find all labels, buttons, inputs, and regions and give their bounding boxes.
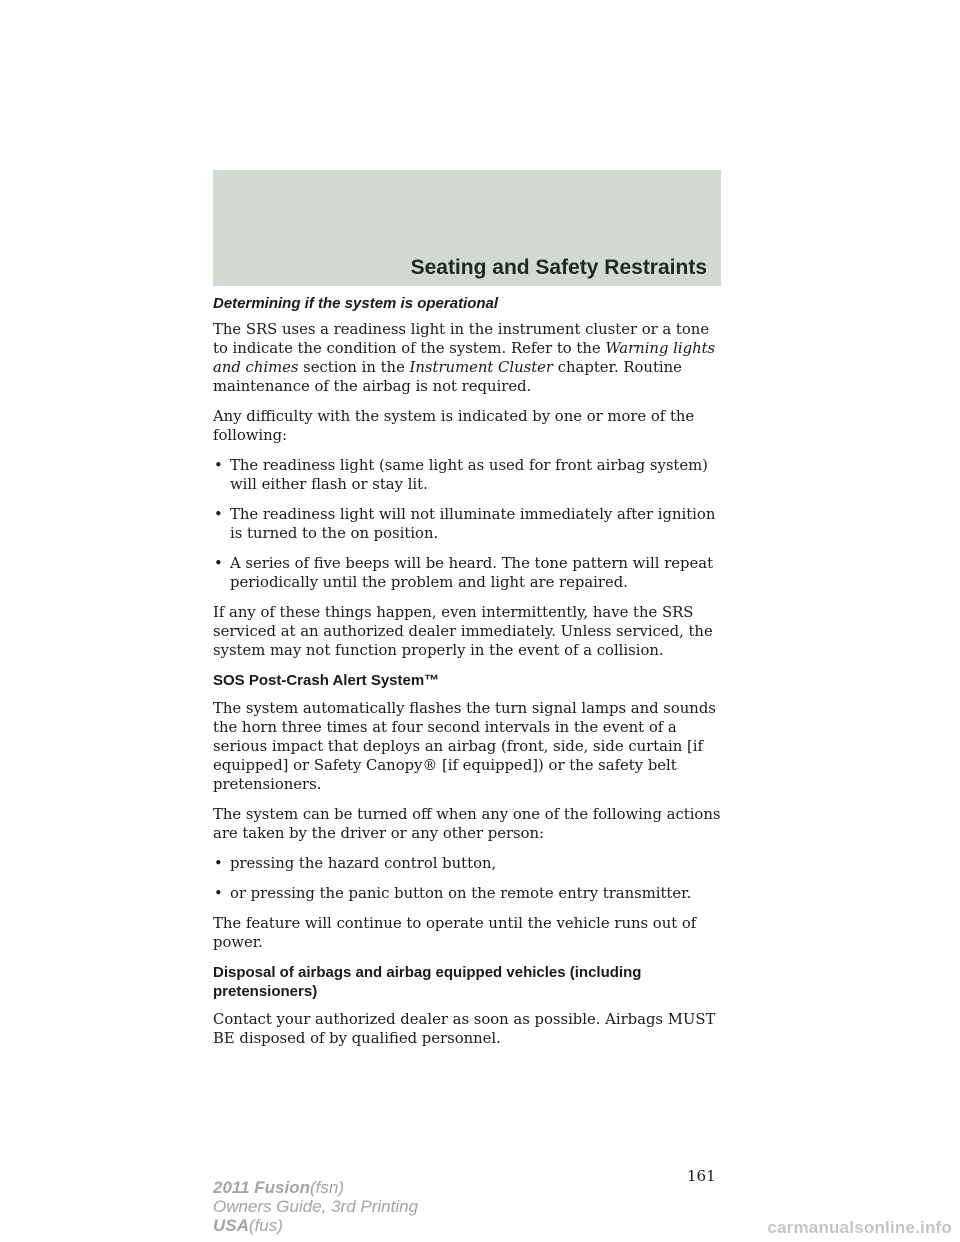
footer-model-name: 2011 Fusion [213,1178,310,1197]
disposal-paragraph-1: Contact your authorized dealer as soon as possible. Airbags MUST BE disposed of by qualified personnel. [213,1011,716,1047]
list-item: • or pressing the panic button on the remote entry transmitter. [213,884,725,903]
footer-model-code: (fsn) [310,1178,344,1197]
footer-line-guide: Owners Guide, 3rd Printing [213,1197,419,1216]
operational-p1-text-a: The SRS uses a readiness light in the instrument cluster or a tone to indicate the condition of the system. Refer to the [213,321,710,357]
footer-market-name: USA [213,1216,249,1235]
sos-bullet-list [213,854,725,903]
disposal-heading: Disposal of airbags and airbag equipped vehicles (including pretensioners) [213,964,642,1000]
document-footer [213,1178,418,1235]
page-content [213,294,725,1059]
footer-line-model [213,1178,418,1197]
list-item: • The readiness light will not illuminate immediately after ignition is turned to the on position. [213,505,725,543]
instrument-cluster-reference: Instrument Cluster [409,359,553,376]
chapter-header-band [213,170,721,286]
list-item: • The readiness light (same light as used for front airbag system) will either flash or stay lit. [213,456,725,494]
sos-paragraph-2: The system can be turned off when any one of the following actions are taken by the driver or any other person: [213,806,721,842]
watermark: carmanualsonline.info [767,1218,952,1237]
operational-p1-text-b: section in the [298,359,410,376]
operational-paragraph-2: Any difficulty with the system is indicated by one or more of the following: [213,408,695,444]
sos-paragraph-3: The feature will continue to operate until the vehicle runs out of power. [213,915,697,951]
operational-p1-text-c: chapter. Routine maintenance of the airbag is not required. [213,359,682,395]
operational-paragraph-1 [213,320,725,396]
sos-heading: SOS Post-Crash Alert System™ [213,672,440,689]
list-item: • pressing the hazard control button, [213,854,725,873]
list-item: • A series of five beeps will be heard. The tone pattern will repeat periodically until the problem and light are repaired. [213,554,725,592]
footer-line-market [213,1216,418,1235]
operational-paragraph-3: If any of these things happen, even intermittently, have the SRS serviced at an authorized dealer immediately. Unless serviced, the system may not function properly in the event of a collision. [213,604,713,659]
operational-heading: Determining if the system is operational [213,295,499,312]
operational-bullet-list [213,456,725,592]
sos-paragraph-1: The system automatically flashes the turn signal lamps and sounds the horn three times at four second intervals in the event of a serious impact that deploys an airbag (front, side, side curtain [if equipped] or Safety Canopy® [if equipped]) or the safety belt pretensioners. [213,700,716,793]
chapter-title: Seating and Safety Restraints [410,256,707,279]
page-number: 161 [687,1167,716,1185]
footer-market-code: (fus) [248,1216,283,1235]
warning-lights-reference: Warning lights and chimes [213,340,716,376]
